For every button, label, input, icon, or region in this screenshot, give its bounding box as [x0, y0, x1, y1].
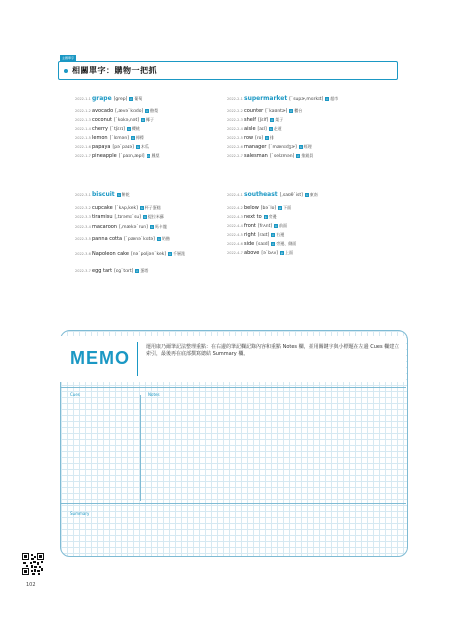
entry-word: shelf [244, 117, 256, 123]
vocab-entry [75, 153, 159, 160]
vocab-entry [227, 126, 282, 133]
entry-word: front [244, 223, 256, 229]
entry-translation: 旁邊 [268, 214, 277, 219]
entry-word: coconut [92, 117, 112, 123]
entry-translation: 千層派 [173, 251, 186, 256]
vocab-entry [75, 224, 167, 231]
entry-translation: 下面 [283, 205, 292, 210]
part-of-speech-badge: n [272, 232, 275, 237]
part-of-speech-badge: n [140, 205, 143, 210]
entry-phonetic: [,mækə`run] [118, 225, 148, 230]
entry-translation: 排 [270, 135, 275, 140]
entry-number: 2022-2-2 [227, 109, 243, 113]
part-of-speech-badge: n [266, 135, 269, 140]
part-of-speech-badge: p [264, 214, 267, 219]
vocab-entry [75, 268, 148, 275]
entry-word: next to [244, 214, 262, 220]
entry-number: 2022-1-1 [75, 97, 91, 101]
bullet-icon [64, 69, 68, 73]
entry-number: 2022-4-7 [227, 251, 243, 255]
memo-divider [137, 342, 138, 376]
entry-phonetic: [`pænə`kɑtə] [124, 237, 155, 242]
entry-word: right [244, 232, 256, 238]
entry-phonetic: [,tɪrəmɪ`su] [114, 215, 142, 220]
vocab-entry [75, 144, 149, 151]
vocab-entry [227, 144, 312, 151]
entry-translation: 酪梨 [150, 108, 159, 113]
entry-word: cupcake [92, 205, 113, 211]
entry-translation: 旁邊、側面 [276, 241, 297, 246]
part-of-speech-badge: n [169, 251, 172, 256]
entry-phonetic: [`supɚ,mɑrkɪt] [289, 97, 324, 102]
entry-number: 2022-4-4 [227, 224, 243, 228]
entry-number: 2022-3-4 [75, 225, 91, 229]
entry-phonetic: [`selzmən] [269, 154, 295, 159]
entry-translation: 走道 [273, 126, 282, 131]
part-of-speech-badge: n [136, 268, 139, 273]
entry-word: side [244, 241, 255, 247]
entry-phonetic: [`tʃɛrɪ] [109, 127, 125, 132]
memo-header-rule [60, 387, 406, 388]
entry-number: 2022-2-4 [227, 127, 243, 131]
part-of-speech-badge: n [297, 153, 300, 158]
entry-translation: 蛋塔 [140, 268, 149, 273]
group-head-word [227, 96, 338, 103]
entry-phonetic: [ro] [255, 136, 264, 141]
part-of-speech-badge: n [144, 214, 146, 219]
entry-word: papaya [92, 144, 111, 150]
entry-phonetic: [,ævə`kɑdo] [115, 109, 144, 114]
page-number: 102 [26, 582, 36, 588]
part-of-speech-badge: n [299, 144, 302, 149]
entry-phonetic: [`kokə,nət] [113, 118, 140, 123]
vocab-entry [227, 250, 293, 257]
part-of-speech-badge: n [147, 153, 150, 158]
entry-number: 2022-1-4 [75, 127, 91, 131]
entry-number: 2022-1-6 [75, 145, 91, 149]
vocab-entry [227, 205, 291, 212]
vocab-entry [75, 135, 144, 142]
entry-word: below [244, 205, 259, 211]
entry-number: 2022-3-6 [75, 252, 91, 256]
vocab-entry [75, 214, 164, 221]
vocab-entry [75, 251, 185, 258]
entry-word: Napoleon cake [92, 251, 129, 257]
entry-number: 2022-4-1 [227, 193, 243, 197]
part-of-speech-badge: n [271, 117, 274, 122]
entry-word: supermarket [244, 95, 288, 102]
entry-word: panna cotta [92, 236, 123, 242]
entry-translation: 提拉米蘇 [147, 214, 164, 219]
summary-label: Summary [70, 511, 90, 516]
entry-translation: 推銷員 [301, 153, 314, 158]
entry-translation: 超市 [330, 96, 339, 101]
memo-instructions: 運用康乃爾筆記法整理重點：在右邊的筆記欄記錄內容和重點 Notes 欄，並用關鍵字與小標題在左邊 Cues 欄建立索引，最後再在底部撰寫總結 Summary 欄。 [146, 344, 400, 357]
vocab-entry [227, 153, 313, 160]
part-of-speech-badge: n [326, 96, 329, 101]
entry-number: 2022-1-3 [75, 118, 91, 122]
vocab-entry [227, 223, 287, 230]
entry-number: 2022-2-5 [227, 136, 243, 140]
entry-number: 2022-4-6 [227, 242, 243, 246]
entry-word: pineapple [92, 153, 117, 159]
entry-number: 2022-4-2 [227, 206, 243, 210]
entry-word: salesman [244, 153, 268, 159]
section-title: 相關單字：購物一把抓 [72, 66, 157, 75]
part-of-speech-badge: n [272, 241, 275, 246]
entry-word: row [244, 135, 254, 141]
entry-translation: 餅乾 [121, 192, 130, 197]
group-head-word [75, 192, 130, 198]
vocab-entry [75, 117, 154, 124]
entry-number: 2022-3-2 [75, 206, 91, 210]
part-of-speech-badge: n [157, 236, 160, 241]
entry-translation: 葡萄 [134, 96, 143, 101]
entry-phonetic: [ə`bʌv] [261, 251, 279, 256]
entry-word: grape [92, 95, 112, 102]
entry-translation: 上面 [284, 250, 293, 255]
entry-word: biscuit [92, 191, 115, 198]
entry-word: above [244, 250, 260, 256]
entry-number: 2022-3-7 [75, 269, 91, 273]
entry-number: 2022-2-7 [227, 154, 243, 158]
vocab-entry [75, 205, 161, 212]
summary-rule [60, 503, 406, 504]
entry-phonetic: [nə`poljən`kek] [130, 252, 167, 257]
cues-label: Cues [70, 392, 80, 397]
vocab-entry [75, 108, 158, 115]
section-tag: 主題單字 [62, 56, 75, 60]
entry-word: macaroon [92, 224, 117, 230]
entry-number: 2022-4-3 [227, 215, 243, 219]
entry-word: egg tart [92, 268, 113, 274]
part-of-speech-badge: n [305, 192, 308, 197]
cues-divider [140, 395, 141, 501]
entry-word: southeast [244, 191, 278, 198]
part-of-speech-badge: n [275, 223, 278, 228]
part-of-speech-badge: n [269, 126, 272, 131]
entry-translation: 經理 [303, 144, 312, 149]
entry-translation: 櫃台 [294, 108, 303, 113]
entry-number: 2022-1-7 [75, 154, 91, 158]
entry-translation: 椰子 [145, 117, 154, 122]
entry-translation: 馬卡龍 [154, 224, 167, 229]
entry-translation: 奶酪 [161, 236, 170, 241]
part-of-speech-badge: n [132, 135, 134, 140]
entry-phonetic: [,saʊθ`ist] [279, 193, 303, 198]
entry-translation: 架子 [275, 117, 284, 122]
entry-number: 2022-2-1 [227, 97, 243, 101]
entry-translation: 檸檬 [135, 135, 144, 140]
vocab-entry [75, 126, 140, 133]
part-of-speech-badge: n [136, 144, 139, 149]
entry-word: aisle [244, 126, 256, 132]
entry-translation: 東南 [309, 192, 318, 197]
entry-word: avocado [92, 108, 114, 114]
entry-number: 2022-3-1 [75, 193, 91, 197]
entry-word: tiramisu [92, 214, 113, 220]
entry-word: lemon [92, 135, 108, 141]
entry-number: 2022-1-2 [75, 109, 91, 113]
entry-phonetic: [pə`pаɪə] [112, 145, 134, 150]
qr-code-icon[interactable] [22, 553, 44, 575]
entry-number: 2022-3-3 [75, 215, 91, 219]
entry-word: manager [244, 144, 267, 150]
entry-phonetic: [`kaʊntɚ] [265, 109, 288, 114]
vocab-entry [227, 214, 277, 220]
entry-phonetic: [raɪt] [257, 233, 270, 238]
part-of-speech-badge: n [127, 126, 130, 131]
entry-phonetic: [aɪl] [257, 127, 267, 132]
group-head-word [75, 96, 142, 103]
vocab-entry [227, 135, 274, 142]
entry-phonetic: [bə`lo] [260, 206, 277, 211]
entry-translation: 櫻桃 [131, 126, 140, 131]
entry-phonetic: [`paɪn,æpl] [118, 154, 145, 159]
entry-phonetic: [ʃɛlf] [258, 118, 269, 123]
vocab-entry [75, 236, 170, 243]
entry-translation: 右邊 [276, 232, 285, 237]
memo-heading: MEMO [70, 348, 130, 368]
part-of-speech-badge: p [281, 250, 283, 255]
entry-translation: 杯子蛋糕 [144, 205, 161, 210]
entry-word: cherry [92, 126, 108, 132]
part-of-speech-badge: n [290, 108, 293, 113]
qr-code-graphic [22, 553, 44, 575]
entry-translation: 木瓜 [140, 144, 149, 149]
entry-phonetic: [saɪd] [256, 242, 270, 247]
entry-number: 2022-2-6 [227, 145, 243, 149]
part-of-speech-badge: n [142, 117, 144, 122]
entry-phonetic: [`lɛmən] [109, 136, 130, 141]
entry-number: 2022-3-5 [75, 237, 91, 241]
entry-number: 2022-1-5 [75, 136, 91, 140]
entry-translation: 鳳梨 [151, 153, 160, 158]
vocab-entry [227, 117, 283, 124]
group-head-word [227, 192, 318, 199]
vocab-entry [227, 108, 302, 115]
part-of-speech-badge: p [279, 205, 282, 210]
vocab-entry [227, 232, 284, 239]
entry-word: counter [244, 108, 264, 114]
entry-number: 2022-4-5 [227, 233, 243, 237]
entry-phonetic: [ɛg`tɑrt] [114, 269, 134, 274]
entry-phonetic: [frʌnt] [257, 224, 273, 229]
part-of-speech-badge: n [150, 224, 153, 229]
part-of-speech-badge: n [130, 96, 133, 101]
part-of-speech-badge: n [146, 108, 149, 113]
entry-translation: 前面 [279, 223, 288, 228]
vocab-entry [227, 241, 296, 248]
entry-phonetic: [`kʌp,kek] [114, 206, 138, 211]
section-banner [58, 61, 398, 80]
entry-phonetic: [`mænɪdʒɚ] [268, 145, 297, 150]
entry-number: 2022-2-3 [227, 118, 243, 122]
entry-phonetic: [grep] [113, 97, 128, 102]
notes-label: Notes [148, 392, 160, 397]
part-of-speech-badge: n [117, 192, 120, 197]
